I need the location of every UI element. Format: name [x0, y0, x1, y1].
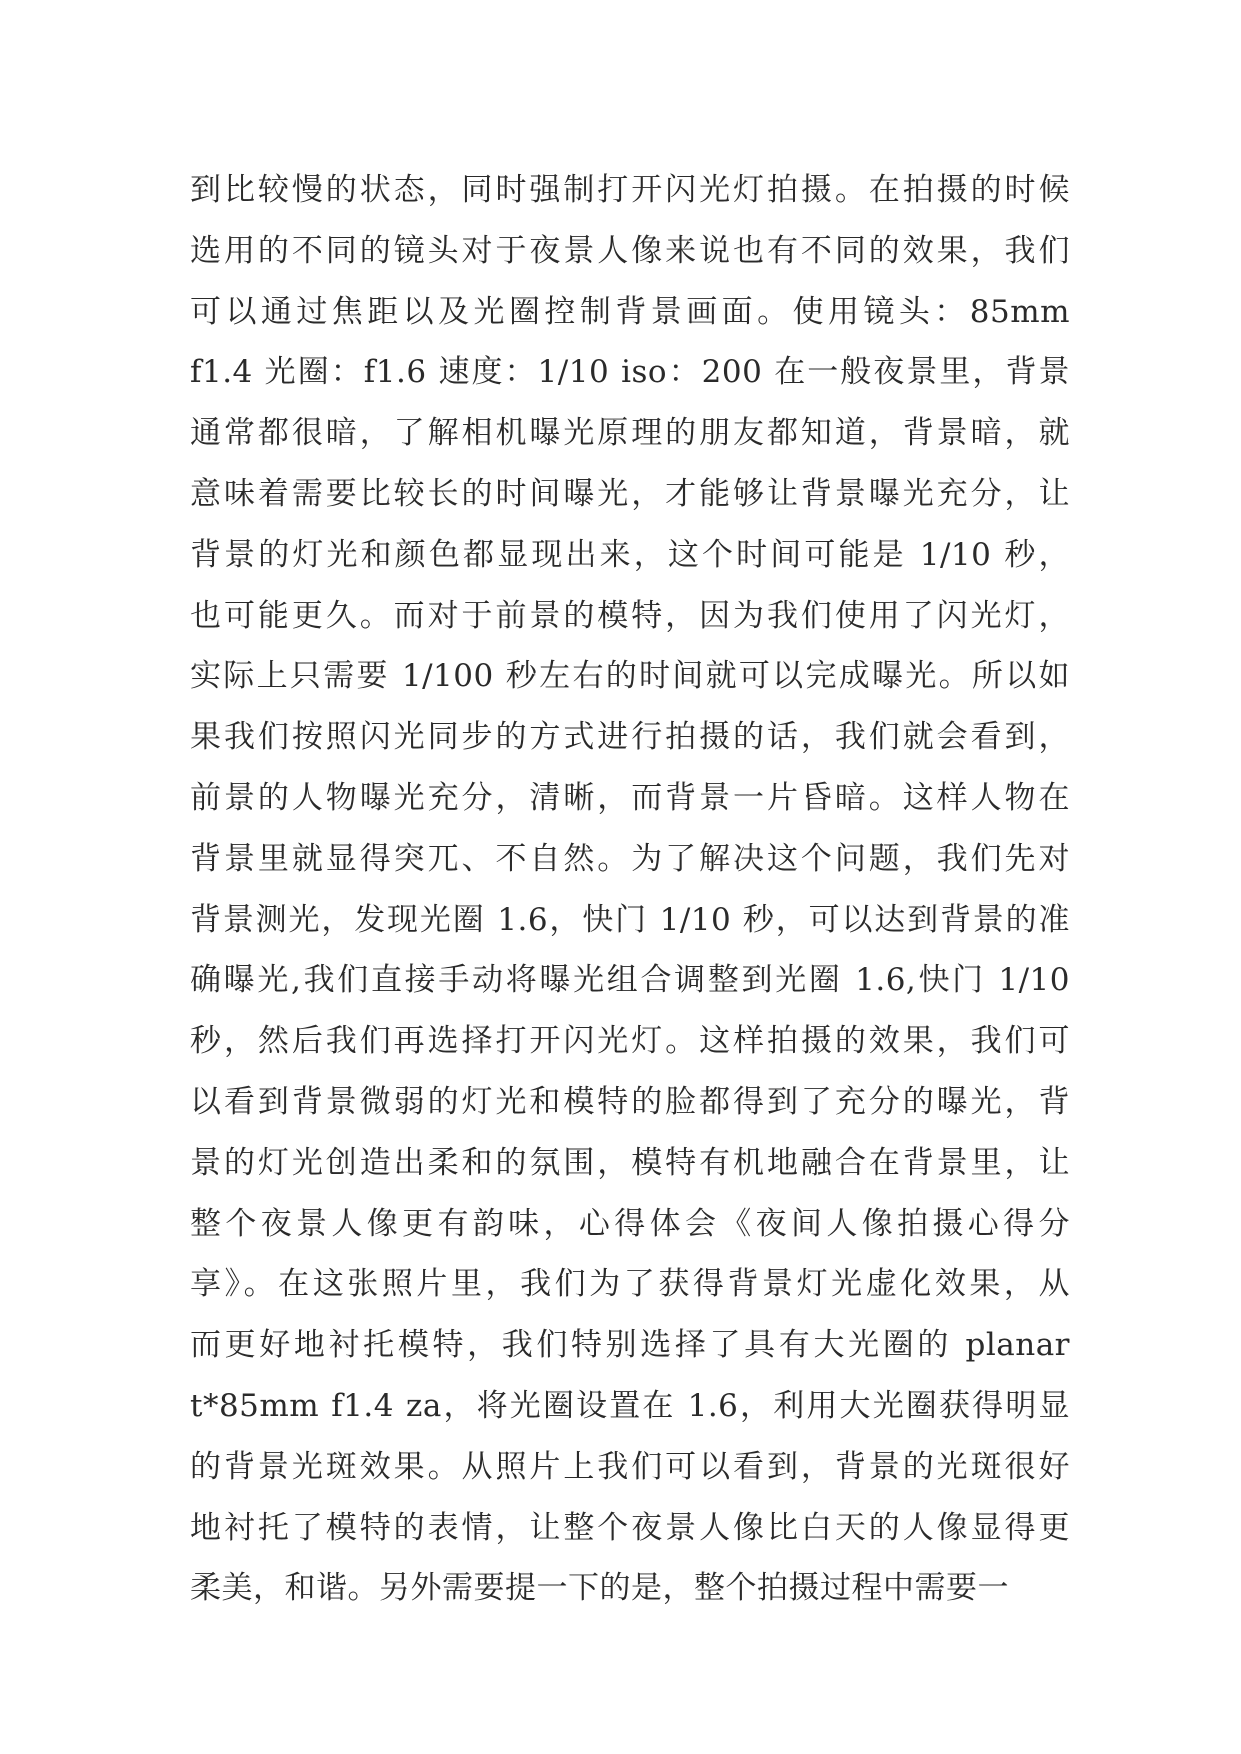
text-line: 而更好地衬托模特，我们特别选择了具有大光圈的 planar — [190, 1327, 1070, 1364]
text-line: 以看到背景微弱的灯光和模特的脸都得到了充分的曝光，背 — [190, 1083, 1070, 1120]
body-text — [190, 160, 1070, 1619]
text-line: 景的灯光创造出柔和的氛围，模特有机地融合在背景里，让 — [190, 1144, 1070, 1181]
text-line: 整个夜景人像更有韵味，心得体会《夜间人像拍摄心得分 — [190, 1205, 1070, 1242]
text-line: 也可能更久。而对于前景的模特，因为我们使用了闪光灯， — [190, 597, 1070, 634]
text-line: 意味着需要比较长的时间曝光，才能够让背景曝光充分，让 — [190, 475, 1070, 512]
text-line: 通常都很暗，了解相机曝光原理的朋友都知道，背景暗，就 — [190, 415, 1070, 452]
text-line: 到比较慢的状态，同时强制打开闪光灯拍摄。在拍摄的时候 — [190, 172, 1070, 208]
text-line: 确曝光,我们直接手动将曝光组合调整到光圈 1.6,快门 1/10 — [190, 962, 1070, 999]
text-line: 选用的不同的镜头对于夜景人像来说也有不同的效果，我们 — [190, 232, 1070, 269]
text-line: 果我们按照闪光同步的方式进行拍摄的话，我们就会看到， — [190, 719, 1070, 756]
text-line: 实际上只需要 1/100 秒左右的时间就可以完成曝光。所以如 — [190, 658, 1070, 695]
text-line: 可以通过焦距以及光圈控制背景画面。使用镜头：85mm — [190, 293, 1070, 330]
text-line: 背景里就显得突兀、不自然。为了解决这个问题，我们先对 — [190, 840, 1070, 877]
text-line: f1.4 光圈：f1.6 速度：1/10 iso：200 在一般夜景里，背景 — [190, 354, 1070, 391]
text-line: 秒，然后我们再选择打开闪光灯。这样拍摄的效果，我们可 — [190, 1023, 1070, 1060]
text-line: 背景的灯光和颜色都显现出来，这个时间可能是 1/10 秒， — [190, 536, 1070, 573]
text-line: 享》。在这张照片里，我们为了获得背景灯光虚化效果，从 — [190, 1266, 1070, 1303]
text-line: 背景测光，发现光圈 1.6，快门 1/10 秒，可以达到背景的准 — [190, 901, 1070, 938]
text-line: 柔美，和谐。另外需要提一下的是，整个拍摄过程中需要一 — [190, 1570, 1009, 1607]
text-line: t*85mm f1.4 za，将光圈设置在 1.6，利用大光圈获得明显 — [190, 1387, 1070, 1424]
text-line: 前景的人物曝光充分，清晰，而背景一片昏暗。这样人物在 — [190, 779, 1070, 816]
text-line: 地衬托了模特的表情，让整个夜景人像比白天的人像显得更 — [190, 1509, 1070, 1546]
text-line: 的背景光斑效果。从照片上我们可以看到，背景的光斑很好 — [190, 1448, 1070, 1485]
